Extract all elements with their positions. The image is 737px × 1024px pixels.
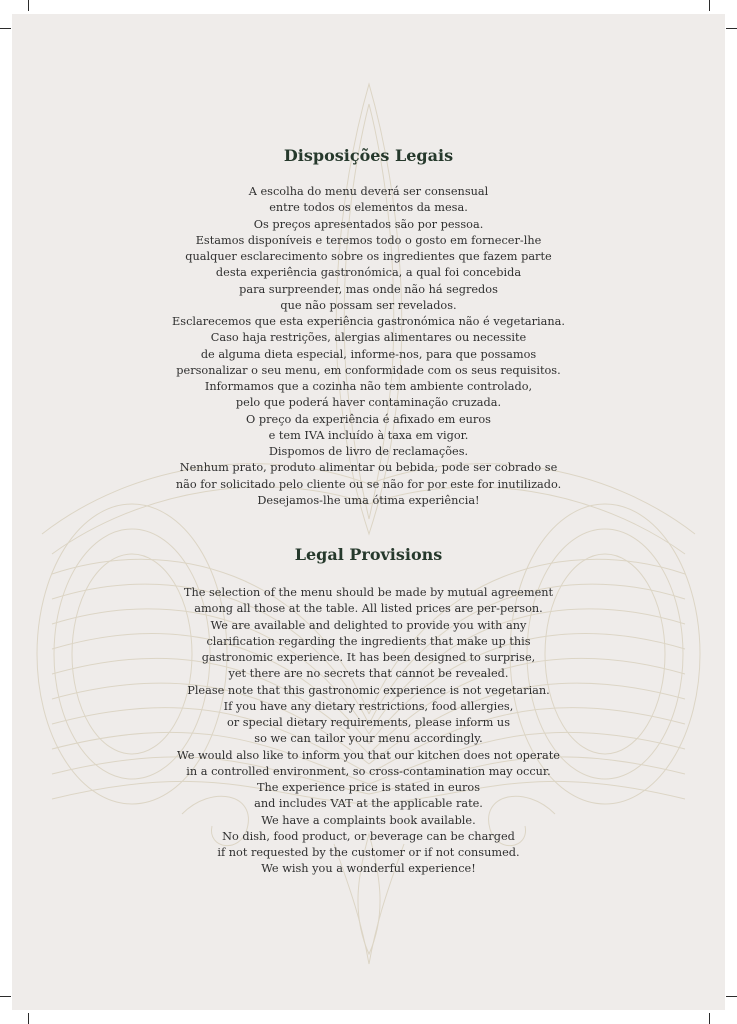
pt-body-line: personalizar o seu menu, em conformidade com os seus requisitos. <box>176 363 561 377</box>
crop-mark-top-left-v <box>28 0 29 11</box>
pt-section-body <box>12 184 725 509</box>
crop-mark-bottom-right-h <box>726 996 737 997</box>
en-body-line: We would also like to inform you that our kitchen does not operate <box>177 748 560 762</box>
en-body-line: so we can tailor your menu accordingly. <box>254 732 483 746</box>
pt-body-line: e tem IVA incluído à taxa em vigor. <box>268 428 469 442</box>
en-body-line: We wish you a wonderful experience! <box>261 862 476 876</box>
en-body-line: yet there are no secrets that cannot be revealed. <box>228 667 509 681</box>
crop-mark-top-right-h <box>726 28 737 29</box>
pt-body-line: Os preços apresentados são por pessoa. <box>253 217 484 231</box>
en-section-body <box>12 585 725 878</box>
crop-mark-top-right-v <box>709 0 710 11</box>
en-body-line: or special dietary requirements, please inform us <box>226 716 511 729</box>
menu-sheet <box>12 14 725 1010</box>
en-body-line: No dish, food product, or beverage can be charged <box>222 829 515 843</box>
pt-body-line: que não possam ser revelados. <box>280 298 457 312</box>
en-body-line: clarification regarding the ingredients that make up this <box>206 634 531 648</box>
en-body-line: among all those at the table. All listed prices are per-person. <box>194 602 543 616</box>
pt-body-line: Esclarecemos que esta experiência gastronómica não é vegetariana. <box>172 315 565 328</box>
en-body-line: The selection of the menu should be made by mutual agreement <box>183 586 554 599</box>
crop-mark-top-left-h <box>0 28 11 29</box>
pt-body-line: Nenhum prato, produto alimentar ou bebida, pode ser cobrado se <box>179 461 558 475</box>
pt-body-line: entre todos os elementos da mesa. <box>269 201 468 215</box>
en-body-line: Please note that this gastronomic experience is not vegetarian. <box>187 683 550 697</box>
en-body-line: We have a complaints book available. <box>261 813 476 827</box>
pt-body-line: Informamos que a cozinha não tem ambiente controlado, <box>204 380 533 393</box>
pt-body-line: Estamos disponíveis e teremos todo o gosto em fornecer-lhe <box>195 233 542 247</box>
pt-section-title: Disposições Legais <box>283 146 454 165</box>
pt-body-line: A escolha do menu deverá ser consensual <box>248 185 489 198</box>
pt-body-line: Dispomos de livro de reclamações. <box>268 445 469 458</box>
pt-body-line: O preço da experiência é afixado em euros <box>246 412 491 426</box>
en-body-line: The experience price is stated in euros <box>256 781 481 794</box>
crop-mark-bottom-left-v <box>28 1013 29 1024</box>
pt-body-line: pelo que poderá haver contaminação cruzada. <box>235 396 502 410</box>
pt-body-line: de alguma dieta especial, informe-nos, para que possamos <box>200 347 537 361</box>
pt-body-line: Desejamos-lhe uma ótima experiência! <box>257 493 480 507</box>
pt-body-line: qualquer esclarecimento sobre os ingredientes que fazem parte <box>185 250 552 263</box>
en-section-title: Legal Provisions <box>294 545 443 564</box>
en-body-line: If you have any dietary restrictions, food allergies, <box>223 699 514 713</box>
en-body-line: in a controlled environment, so cross-contamination may occur. <box>186 764 551 778</box>
pt-body-line: para surpreender, mas onde não há segredos <box>239 282 498 296</box>
en-body-line: gastronomic experience. It has been designed to surprise, <box>201 651 536 664</box>
crop-mark-bottom-left-h <box>0 996 11 997</box>
pt-body-line: Caso haja restrições, alergias alimentares ou necessite <box>210 331 527 345</box>
pt-body-line: não for solicitado pelo cliente ou se não for por este for inutilizado. <box>175 477 562 491</box>
pt-body-line: desta experiência gastronómica, a qual foi concebida <box>215 266 522 280</box>
en-body-line: if not requested by the customer or if not consumed. <box>217 846 520 859</box>
en-body-line: and includes VAT at the applicable rate. <box>254 797 483 811</box>
crop-mark-bottom-right-v <box>709 1013 710 1024</box>
en-body-line: We are available and delighted to provide you with any <box>210 618 527 632</box>
